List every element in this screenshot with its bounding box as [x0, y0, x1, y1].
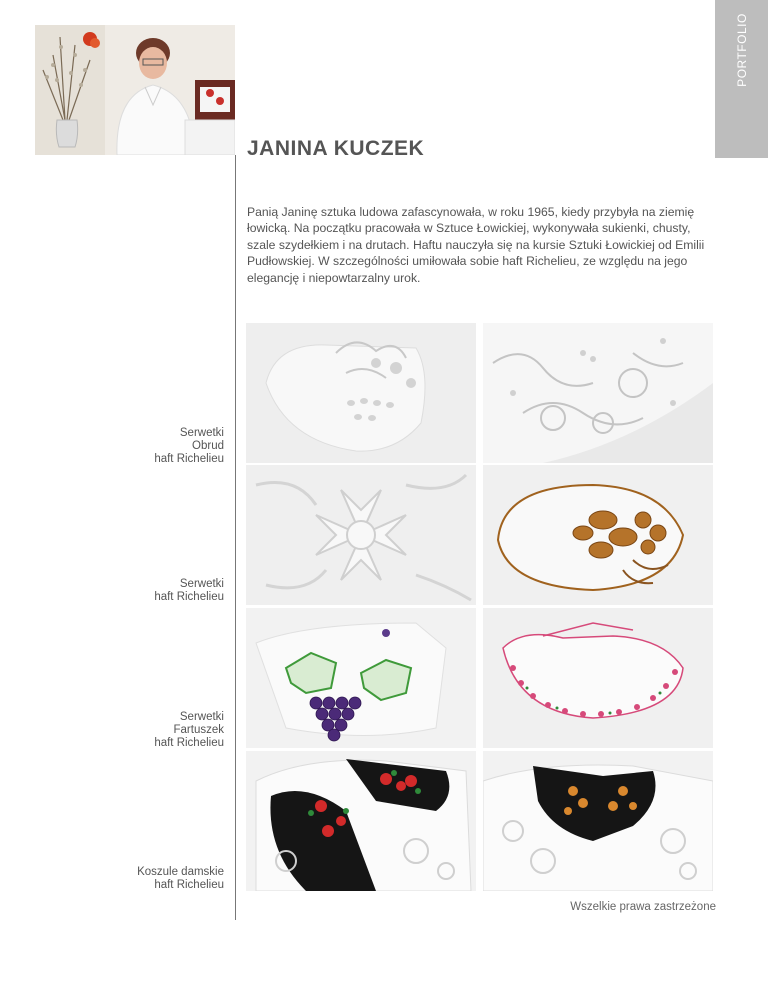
- portfolio-side-tab: [715, 0, 768, 158]
- artist-biography: Panią Janinę sztuka ludowa zafascynowała, w roku 1965, kiedy przybyła na ziemię łowicką. Na początku pracowała w Sztuce Łowickiej, wykonywała sukienki, chusty, szale szydełkiem i na drutach. Haftu nauczyła się na kursie Sztuki Łowickiej od Emilii Pudłowskiej. W szczególności umiłowała sobie haft Richelieu, ze względu na jego elegancję i niepowtarzalny urok.: [247, 205, 705, 285]
- caption-koszule-damskie: [64, 866, 224, 892]
- caption-line: Koszule damskie: [137, 866, 224, 878]
- copyright-notice: Wszelkie prawa zastrzeżone: [570, 901, 716, 913]
- portfolio-tab-label: PORTFOLIO: [734, 13, 749, 87]
- photo-pink-apron: [483, 608, 713, 748]
- vertical-divider-line: [235, 155, 236, 920]
- caption-line: Obrud: [192, 440, 224, 452]
- photo-cutwork-flower-closeup: [246, 465, 476, 605]
- caption-line: haft Richelieu: [154, 591, 224, 603]
- caption-line: haft Richelieu: [154, 737, 224, 749]
- artist-name-heading: JANINA KUCZEK: [247, 137, 425, 160]
- caption-line: Serwetki: [179, 427, 224, 439]
- photo-grape-embroidery-napkin: [246, 608, 476, 748]
- photo-heart-napkin: [246, 323, 476, 463]
- photo-brown-embroidered-napkin: [483, 465, 713, 605]
- caption-line: Serwetki: [179, 578, 224, 590]
- caption-line: Serwetki: [179, 711, 224, 723]
- photo-richelieu-tablecloth-corner: [483, 323, 713, 463]
- photo-blouse-red-floral-vest: [246, 751, 476, 891]
- caption-line: haft Richelieu: [154, 879, 224, 891]
- caption-serwetki-obrud: [64, 427, 224, 466]
- artist-portrait-photo: [35, 25, 235, 155]
- caption-serwetki: [64, 578, 224, 604]
- photo-blouse-orange-floral-vest: [483, 751, 713, 891]
- caption-line: Fartuszek: [173, 724, 224, 736]
- caption-serwetki-fartuszek: [64, 711, 224, 750]
- caption-line: haft Richelieu: [154, 453, 224, 465]
